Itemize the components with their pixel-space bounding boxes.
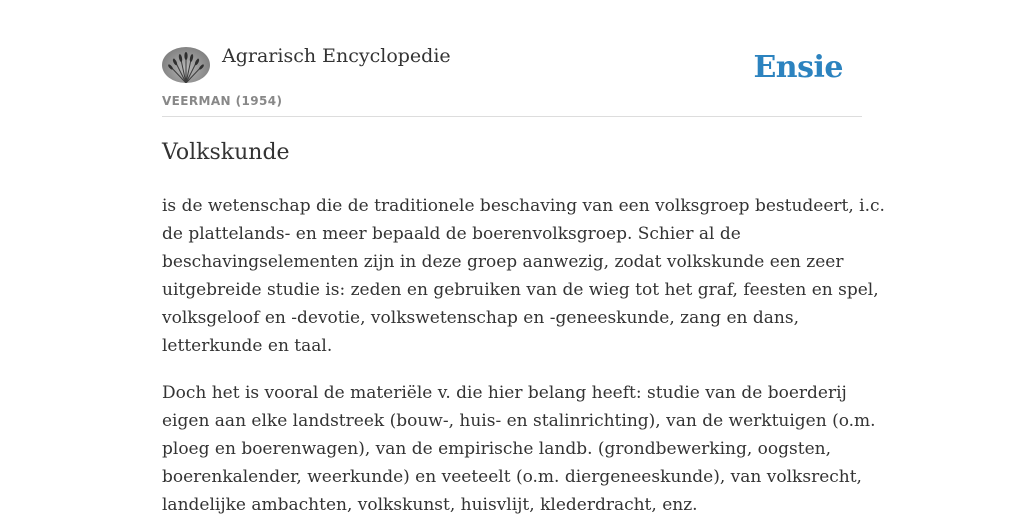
- paragraph-line: volksgeloof en -devotie, volkswetenschap en -geneeskunde, zang en dans,: [162, 308, 799, 328]
- wheat-icon: [162, 47, 210, 83]
- paragraph-line: is de wetenschap die de traditionele beschaving van een volksgroep bestudeert, i.c.: [162, 196, 885, 216]
- source-author-year: VEERMAN (1954): [162, 94, 283, 108]
- paragraph-line: landelijke ambachten, volkskunst, huisvlijt, klederdracht, enz.: [162, 495, 698, 515]
- source-header: [162, 0, 862, 117]
- paragraph-line: de plattelands- en meer bepaald de boerenvolksgroep. Schier al de: [162, 224, 741, 244]
- source-logo[interactable]: [162, 47, 210, 83]
- entry-title: Volkskunde: [162, 140, 290, 165]
- paragraph-line: beschavingselementen zijn in deze groep aanwezig, zodat volkskunde een zeer: [162, 252, 844, 272]
- paragraph-line: letterkunde en taal.: [162, 336, 333, 356]
- paragraph-line: uitgebreide studie is: zeden en gebruiken van de wieg tot het graf, feesten en spel,: [162, 280, 879, 300]
- paragraph-line: eigen aan elke landstreek (bouw-, huis- en stalinrichting), van de werktuigen (o.m.: [162, 411, 876, 431]
- paragraph-line: ploeg en boerenwagen), van de empirische landb. (grondbewerking, oogsten,: [162, 439, 831, 459]
- paragraph-line: Doch het is vooral de materiële v. die hier belang heeft: studie van de boerderij: [162, 383, 847, 403]
- source-title[interactable]: Agrarisch Encyclopedie: [222, 45, 451, 67]
- paragraph-line: boerenkalender, weerkunde) en veeteelt (o.m. diergeneeskunde), van volksrecht,: [162, 467, 862, 487]
- entry-paragraph-2: [162, 379, 876, 519]
- entry-paragraph-1: [162, 192, 885, 360]
- article-page: [162, 0, 885, 515]
- ensie-logo[interactable]: Ensie: [753, 50, 843, 85]
